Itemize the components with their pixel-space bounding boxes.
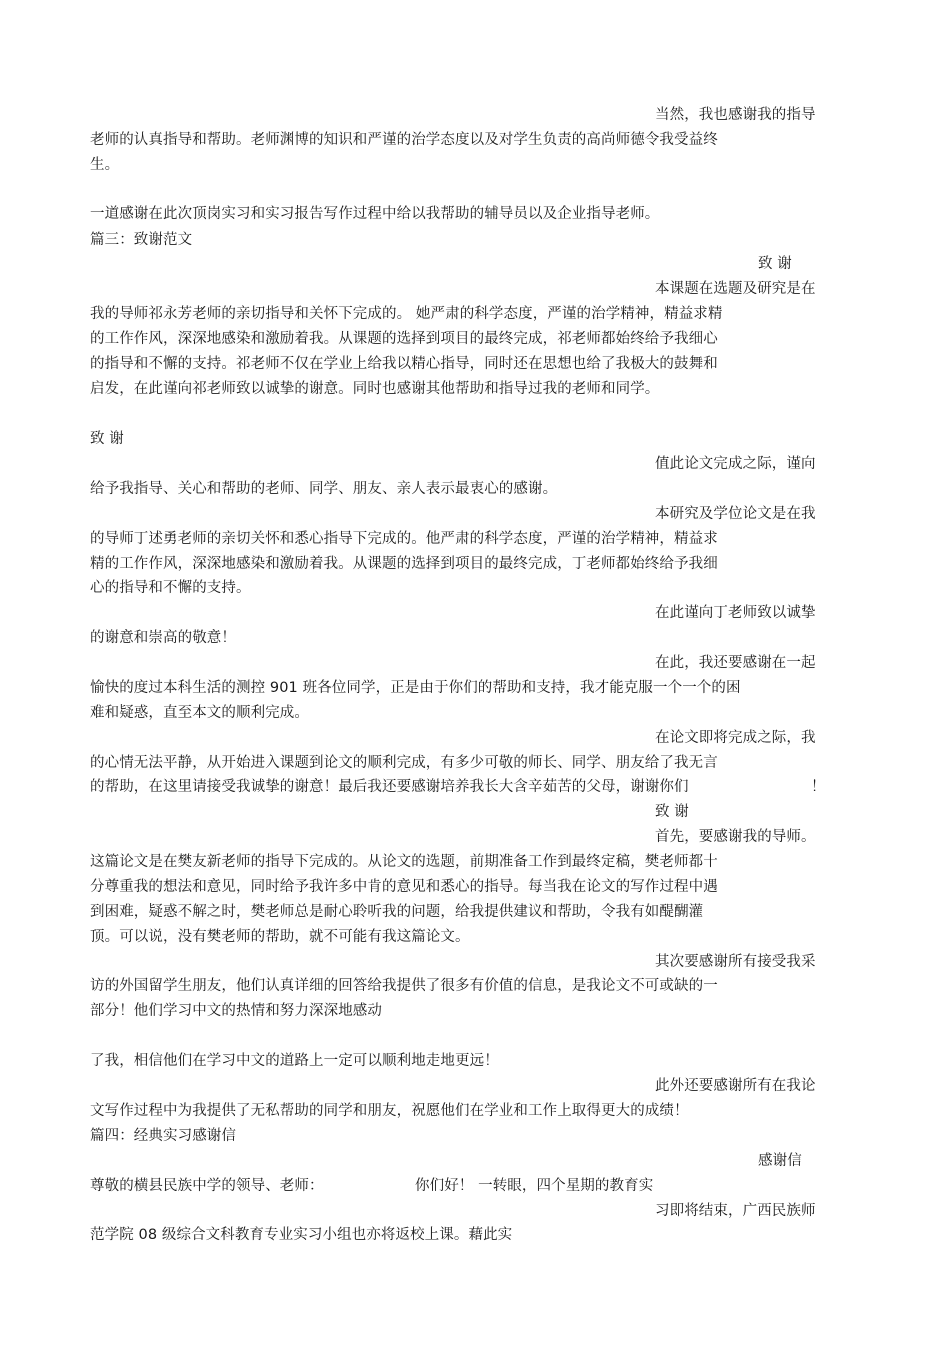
text-line: 本研究及学位论文是在我 <box>655 506 816 522</box>
text-line: 其次要感谢所有接受我采 <box>655 954 816 970</box>
text-line: 在此，我还要感谢在一起 <box>655 655 816 671</box>
section-heading: 篇四：经典实习感谢信 <box>90 1128 236 1144</box>
section-title: 致 谢 <box>90 431 124 447</box>
text-line: 的工作作风，深深地感染和激励着我。从课题的选择到项目的最终完成，祁老师都始终给予我细心 <box>90 331 718 347</box>
section-heading: 篇三：致谢范文 <box>90 232 193 248</box>
text-line: 精的工作作风，深深地感染和激励着我。从课题的选择到项目的最终完成，丁老师都始终给予我细 <box>90 556 718 572</box>
text-line: 此外还要感谢所有在我论 <box>655 1078 816 1094</box>
text-line: 本课题在选题及研究是在 <box>655 281 816 297</box>
section-title: 致 谢 <box>758 256 792 272</box>
text-line: 顶。可以说，没有樊老师的帮助，就不可能有我这篇论文。 <box>90 929 470 945</box>
text-line: 难和疑惑，直至本文的顺利完成。 <box>90 705 309 721</box>
text-line: 习即将结束，广西民族师 <box>655 1203 816 1219</box>
text-line: 这篇论文是在樊友新老师的指导下完成的。从论文的选题，前期准备工作到最终定稿，樊老师都十 <box>90 854 718 870</box>
text-line: 一道感谢在此次顶岗实习和实习报告写作过程中给以我帮助的辅导员以及企业指导老师。 <box>90 206 660 222</box>
text-line: 你们好！ 一转眼，四个星期的教育实 <box>415 1178 654 1194</box>
text-line: 尊敬的横县民族中学的领导、老师： <box>90 1178 324 1194</box>
text-line: 的谢意和崇高的敬意！ <box>90 630 236 646</box>
text-line: 了我，相信他们在学习中文的道路上一定可以顺利地走地更远！ <box>90 1053 499 1069</box>
text-line: 首先，要感谢我的导师。 <box>655 829 816 845</box>
text-line: 生。 <box>90 157 120 173</box>
text-line: 范学院 08 级综合文科教育专业实习小组也亦将返校上课。藉此实 <box>90 1227 513 1243</box>
text-line: 在此谨向丁老师致以诚挚 <box>655 605 816 621</box>
letter-title: 感谢信 <box>758 1153 802 1169</box>
text-line: 老师的认真指导和帮助。老师渊博的知识和严谨的治学态度以及对学生负责的高尚师德令我受益终 <box>90 132 718 148</box>
text-line: 我的导师祁永芳老师的亲切指导和关怀下完成的。 她严肃的科学态度，严谨的治学精神，精益求精 <box>90 306 723 322</box>
section-title: 致 谢 <box>655 804 689 820</box>
text-line: 启发，在此谨向祁老师致以诚挚的谢意。同时也感谢其他帮助和指导过我的老师和同学。 <box>90 381 660 397</box>
text-line: 部分！他们学习中文的热情和努力深深地感动 <box>90 1003 382 1019</box>
text-line: 分尊重我的想法和意见，同时给予我许多中肯的意见和悉心的指导。每当我在论文的写作过程中遇 <box>90 879 718 895</box>
text-line: 值此论文完成之际，谨向 <box>655 456 816 472</box>
text-line: 心的指导和不懈的支持。 <box>90 580 251 596</box>
text-line: 文写作过程中为我提供了无私帮助的同学和朋友，祝愿他们在学业和工作上取得更大的成绩！ <box>90 1103 689 1119</box>
text-line: 访的外国留学生朋友，他们认真详细的回答给我提供了很多有价值的信息，是我论文不可或缺的一 <box>90 978 718 994</box>
text-line: ！ <box>811 779 826 795</box>
text-line: 的心情无法平静，从开始进入课题到论文的顺利完成，有多少可敬的师长、同学、朋友给了我无言 <box>90 755 718 771</box>
text-line: 的导师丁述勇老师的亲切关怀和悉心指导下完成的。他严肃的科学态度，严谨的治学精神，精益求 <box>90 531 718 547</box>
text-line: 到困难，疑惑不解之时，樊老师总是耐心聆听我的问题，给我提供建议和帮助，令我有如醍醐灌 <box>90 904 704 920</box>
text-line: 的帮助，在这里请接受我诚挚的谢意！最后我还要感谢培养我长大含辛茹苦的父母，谢谢你们 <box>90 779 689 795</box>
text-line: 在论文即将完成之际，我 <box>655 730 816 746</box>
text-line: 的指导和不懈的支持。祁老师不仅在学业上给我以精心指导，同时还在思想也给了我极大的鼓舞和 <box>90 356 718 372</box>
text-line: 当然，我也感谢我的指导 <box>655 107 816 123</box>
text-line: 给予我指导、关心和帮助的老师、同学、朋友、亲人表示最衷心的感谢。 <box>90 481 558 497</box>
text-line: 愉快的度过本科生活的测控 901 班各位同学，正是由于你们的帮助和支持，我才能克服一个一个的困 <box>90 680 741 696</box>
